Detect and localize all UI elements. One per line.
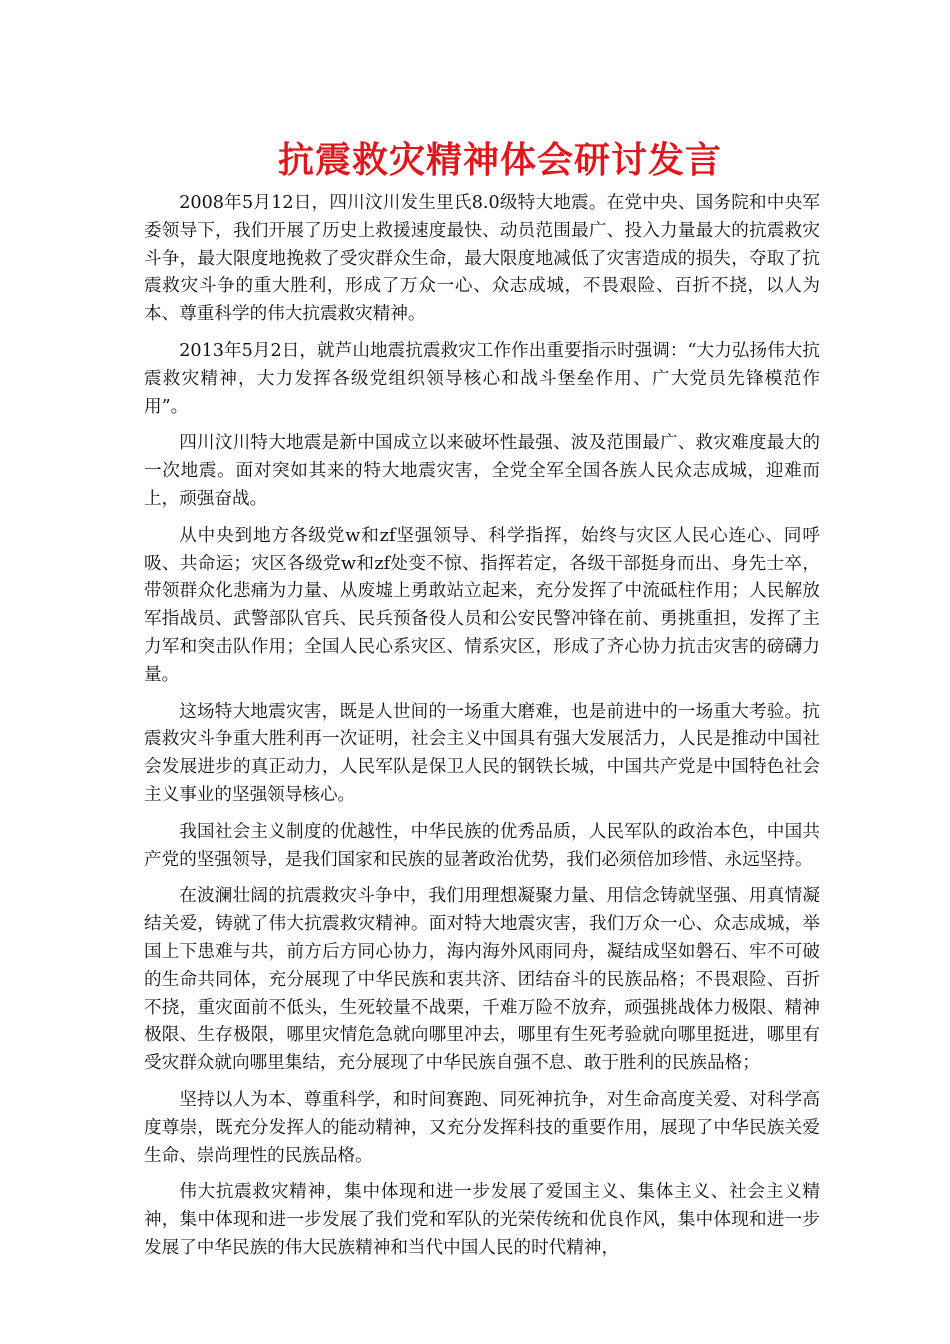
paragraph-2: 2013年5月2日，就芦山地震抗震救灾工作作出重要指示时强调：“大力弘扬伟大抗震救灾精神，大力发挥各级党组织领导核心和战斗堡垒作用、广大党员先锋模范作用”。 <box>144 340 820 417</box>
paragraph-8: 坚持以人为本、尊重科学，和时间赛跑、同死神抗争，对生命高度关爱、对科学高度尊崇，既充分发挥人的能动精神，又充分发挥科技的重要作用，展现了中华民族关爱生命、崇尚理性的民族品格。 <box>144 1089 820 1166</box>
paragraph-5: 这场特大地震灾害，既是人世间的一场重大磨难，也是前进中的一场重大考验。抗震救灾斗争重大胜利再一次证明，社会主义中国具有强大发展活力，人民是推动中国社会发展进步的真正动力，人民军队是保卫人民的钢铁长城，中国共产党是中国特色社会主义事业的坚强领导核心。 <box>144 701 820 805</box>
paragraph-7: 在波澜壮阔的抗震救灾斗争中，我们用理想凝聚力量、用信念铸就坚强、用真情凝结关爱，铸就了伟大抗震救灾精神。面对特大地震灾害，我们万众一心、众志成城，举国上下患难与共，前方后方同心协力，海内海外风雨同舟，凝结成坚如磐石、牢不可破的生命共同体，充分展现了中华民族和衷共济、团结奋斗的民族品格；不畏艰险、百折不挠，重灾面前不低头，生死较量不战栗，千难万险不放弃，顽强挑战体力极限、精神极限、生存极限，哪里灾情危急就向哪里冲去，哪里有生死考验就向哪里挺进，哪里有受灾群众就向哪里集结，充分展现了中华民族自强不息、敢于胜利的民族品格； <box>144 886 820 1074</box>
document-title: 抗震救灾精神体会研讨发言 <box>277 139 722 181</box>
paragraph-4: 从中央到地方各级党w和zf坚强领导、科学指挥，始终与灾区人民心连心、同呼吸、共命运；灾区各级党w和zf处变不惊、指挥若定，各级干部挺身而出、身先士卒，带领群众化悲痛为力量、从废墟上勇敢站立起来，充分发挥了中流砥柱作用；人民解放军指战员、武警部队官兵、民兵预备役人员和公安民警冲锋在前、勇挑重担，发挥了主力军和突击队作用；全国人民心系灾区、情系灾区，形成了齐心协力抗击灾害的磅礴力量。 <box>144 525 820 685</box>
paragraph-1: 2008年5月12日，四川汶川发生里氏8.0级特大地震。在党中央、国务院和中央军委领导下，我们开展了历史上救援速度最快、动员范围最广、投入力量最大的抗震救灾斗争，最大限度地挽救了受灾群众生命，最大限度地减低了灾害造成的损失，夺取了抗震救灾斗争的重大胜利，形成了万众一心、众志成城，不畏艰险、百折不挠，以人为本、尊重科学的伟大抗震救灾精神。 <box>144 193 820 325</box>
document-body <box>144 190 820 1272</box>
paragraph-6: 我国社会主义制度的优越性，中华民族的优秀品质，人民军队的政治本色，中国共产党的坚强领导，是我们国家和民族的显著政治优势，我们必须倍加珍惜、永远坚持。 <box>144 821 820 870</box>
paragraph-3: 四川汶川特大地震是新中国成立以来破坏性最强、波及范围最广、救灾难度最大的一次地震。面对突如其来的特大地震灾害，全党全军全国各族人民众志成城，迎难而上，顽强奋战。 <box>144 433 820 509</box>
paragraph-9: 伟大抗震救灾精神，集中体现和进一步发展了爱国主义、集体主义、社会主义精神，集中体现和进一步发展了我们党和军队的光荣传统和优良作风，集中体现和进一步发展了中华民族的伟大民族精神和当代中国人民的时代精神， <box>144 1182 820 1258</box>
